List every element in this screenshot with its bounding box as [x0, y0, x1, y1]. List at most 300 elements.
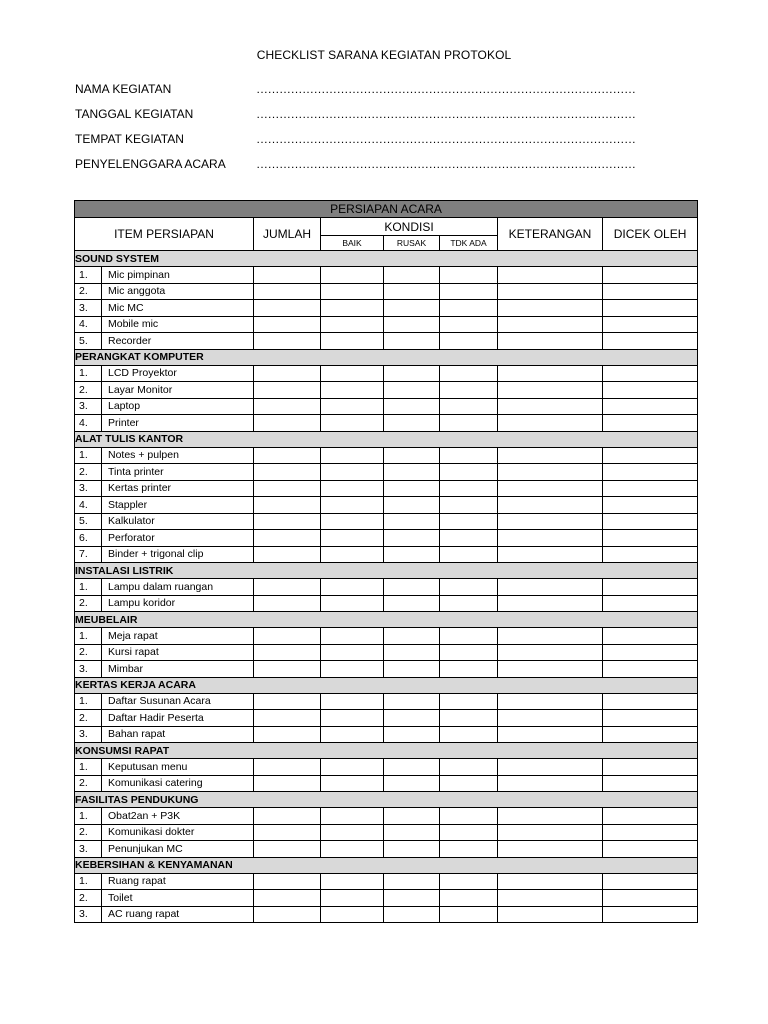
tdk-ada-cell[interactable] [440, 267, 498, 284]
tdk-ada-cell[interactable] [440, 906, 498, 923]
keterangan-cell[interactable] [498, 644, 603, 661]
item-label: Lampu koridor [102, 595, 254, 612]
info-fill-line[interactable]: ……………………………………………………………………………………… [256, 107, 636, 121]
dicek-oleh-cell[interactable] [603, 644, 698, 661]
item-number: 1. [75, 759, 102, 776]
jumlah-cell[interactable] [254, 644, 321, 661]
jumlah-cell[interactable] [254, 316, 321, 333]
jumlah-cell[interactable] [254, 628, 321, 645]
tdk-ada-cell[interactable] [440, 808, 498, 825]
category-name: SOUND SYSTEM [75, 251, 698, 267]
item-number: 1. [75, 267, 102, 284]
tdk-ada-cell[interactable] [440, 365, 498, 382]
dicek-oleh-cell[interactable] [603, 530, 698, 547]
dicek-oleh-cell[interactable] [603, 824, 698, 841]
table-row [75, 316, 698, 333]
info-label: NAMA KEGIATAN [75, 82, 172, 96]
tdk-ada-cell[interactable] [440, 480, 498, 497]
jumlah-cell[interactable] [254, 464, 321, 481]
rusak-cell[interactable] [384, 595, 440, 612]
baik-cell[interactable] [321, 497, 384, 514]
tdk-ada-cell[interactable] [440, 513, 498, 530]
item-label: Laptop [102, 398, 254, 415]
baik-cell[interactable] [321, 710, 384, 727]
category-row [75, 251, 698, 267]
rusak-cell[interactable] [384, 841, 440, 858]
keterangan-cell[interactable] [498, 546, 603, 563]
dicek-oleh-cell[interactable] [603, 464, 698, 481]
rusak-cell[interactable] [384, 644, 440, 661]
jumlah-cell[interactable] [254, 267, 321, 284]
baik-cell[interactable] [321, 726, 384, 743]
keterangan-cell[interactable] [498, 726, 603, 743]
tdk-ada-cell[interactable] [440, 595, 498, 612]
category-name: FASILITAS PENDUKUNG [75, 792, 698, 808]
dicek-oleh-cell[interactable] [603, 808, 698, 825]
dicek-oleh-cell[interactable] [603, 480, 698, 497]
tdk-ada-cell[interactable] [440, 726, 498, 743]
baik-cell[interactable] [321, 808, 384, 825]
baik-cell[interactable] [321, 316, 384, 333]
jumlah-cell[interactable] [254, 546, 321, 563]
baik-cell[interactable] [321, 775, 384, 792]
table-row [75, 726, 698, 743]
item-label: Notes + pulpen [102, 447, 254, 464]
table-row [75, 464, 698, 481]
item-number: 5. [75, 333, 102, 350]
item-number: 1. [75, 873, 102, 890]
info-fill-line[interactable]: ……………………………………………………………………………………… [256, 157, 636, 171]
baik-cell[interactable] [321, 759, 384, 776]
header-tdk-ada: TDK ADA [440, 236, 498, 251]
tdk-ada-cell[interactable] [440, 628, 498, 645]
rusak-cell[interactable] [384, 906, 440, 923]
item-label: Kalkulator [102, 513, 254, 530]
item-number: 3. [75, 726, 102, 743]
dicek-oleh-cell[interactable] [603, 316, 698, 333]
item-number: 2. [75, 644, 102, 661]
tdk-ada-cell[interactable] [440, 415, 498, 432]
rusak-cell[interactable] [384, 267, 440, 284]
table-row [75, 873, 698, 890]
keterangan-cell[interactable] [498, 906, 603, 923]
baik-cell[interactable] [321, 300, 384, 317]
keterangan-cell[interactable] [498, 775, 603, 792]
rusak-cell[interactable] [384, 398, 440, 415]
jumlah-cell[interactable] [254, 480, 321, 497]
baik-cell[interactable] [321, 906, 384, 923]
item-number: 2. [75, 824, 102, 841]
item-label: Lampu dalam ruangan [102, 579, 254, 596]
table-row [75, 841, 698, 858]
table-row [75, 693, 698, 710]
item-label: Mic anggota [102, 283, 254, 300]
dicek-oleh-cell[interactable] [603, 300, 698, 317]
dicek-oleh-cell[interactable] [603, 415, 698, 432]
keterangan-cell[interactable] [498, 382, 603, 399]
table-row [75, 513, 698, 530]
rusak-cell[interactable] [384, 497, 440, 514]
table-row [75, 447, 698, 464]
category-row [75, 431, 698, 447]
keterangan-cell[interactable] [498, 365, 603, 382]
jumlah-cell[interactable] [254, 333, 321, 350]
rusak-cell[interactable] [384, 415, 440, 432]
jumlah-cell[interactable] [254, 447, 321, 464]
dicek-oleh-cell[interactable] [603, 759, 698, 776]
header-item-persiapan: ITEM PERSIAPAN [75, 218, 254, 251]
tdk-ada-cell[interactable] [440, 759, 498, 776]
rusak-cell[interactable] [384, 546, 440, 563]
info-label: PENYELENGGARA ACARA [75, 157, 226, 171]
item-label: Meja rapat [102, 628, 254, 645]
tdk-ada-cell[interactable] [440, 873, 498, 890]
keterangan-cell[interactable] [498, 513, 603, 530]
rusak-cell[interactable] [384, 824, 440, 841]
checklist-body [75, 251, 698, 923]
baik-cell[interactable] [321, 873, 384, 890]
keterangan-cell[interactable] [498, 300, 603, 317]
tdk-ada-cell[interactable] [440, 530, 498, 547]
jumlah-cell[interactable] [254, 382, 321, 399]
header-keterangan: KETERANGAN [498, 218, 603, 251]
keterangan-cell[interactable] [498, 661, 603, 678]
dicek-oleh-cell[interactable] [603, 775, 698, 792]
jumlah-cell[interactable] [254, 661, 321, 678]
baik-cell[interactable] [321, 546, 384, 563]
tdk-ada-cell[interactable] [440, 333, 498, 350]
item-label: Layar Monitor [102, 382, 254, 399]
dicek-oleh-cell[interactable] [603, 382, 698, 399]
dicek-oleh-cell[interactable] [603, 841, 698, 858]
item-label: Toilet [102, 890, 254, 907]
baik-cell[interactable] [321, 480, 384, 497]
keterangan-cell[interactable] [498, 283, 603, 300]
keterangan-cell[interactable] [498, 497, 603, 514]
keterangan-cell[interactable] [498, 873, 603, 890]
jumlah-cell[interactable] [254, 726, 321, 743]
baik-cell[interactable] [321, 530, 384, 547]
rusak-cell[interactable] [384, 365, 440, 382]
item-label: Daftar Susunan Acara [102, 693, 254, 710]
baik-cell[interactable] [321, 661, 384, 678]
header-baik: BAIK [321, 236, 384, 251]
jumlah-cell[interactable] [254, 595, 321, 612]
tdk-ada-cell[interactable] [440, 841, 498, 858]
category-name: KEBERSIHAN & KENYAMANAN [75, 857, 698, 873]
dicek-oleh-cell[interactable] [603, 579, 698, 596]
table-banner: PERSIAPAN ACARA [75, 201, 698, 218]
item-number: 2. [75, 710, 102, 727]
rusak-cell[interactable] [384, 382, 440, 399]
item-number: 2. [75, 283, 102, 300]
rusak-cell[interactable] [384, 628, 440, 645]
table-row [75, 775, 698, 792]
dicek-oleh-cell[interactable] [603, 546, 698, 563]
jumlah-cell[interactable] [254, 824, 321, 841]
dicek-oleh-cell[interactable] [603, 726, 698, 743]
table-row [75, 365, 698, 382]
tdk-ada-cell[interactable] [440, 497, 498, 514]
rusak-cell[interactable] [384, 333, 440, 350]
jumlah-cell[interactable] [254, 497, 321, 514]
item-number: 2. [75, 775, 102, 792]
keterangan-cell[interactable] [498, 841, 603, 858]
rusak-cell[interactable] [384, 480, 440, 497]
rusak-cell[interactable] [384, 726, 440, 743]
item-number: 1. [75, 447, 102, 464]
jumlah-cell[interactable] [254, 710, 321, 727]
keterangan-cell[interactable] [498, 808, 603, 825]
baik-cell[interactable] [321, 513, 384, 530]
table-row [75, 546, 698, 563]
dicek-oleh-cell[interactable] [603, 513, 698, 530]
item-number: 1. [75, 628, 102, 645]
rusak-cell[interactable] [384, 579, 440, 596]
category-name: MEUBELAIR [75, 612, 698, 628]
baik-cell[interactable] [321, 333, 384, 350]
item-label: Mimbar [102, 661, 254, 678]
keterangan-cell[interactable] [498, 333, 603, 350]
jumlah-cell[interactable] [254, 365, 321, 382]
keterangan-cell[interactable] [498, 398, 603, 415]
category-row [75, 612, 698, 628]
item-number: 1. [75, 579, 102, 596]
jumlah-cell[interactable] [254, 530, 321, 547]
tdk-ada-cell[interactable] [440, 710, 498, 727]
dicek-oleh-cell[interactable] [603, 595, 698, 612]
item-label: Recorder [102, 333, 254, 350]
category-name: PERANGKAT KOMPUTER [75, 349, 698, 365]
rusak-cell[interactable] [384, 300, 440, 317]
jumlah-cell[interactable] [254, 513, 321, 530]
item-label: Ruang rapat [102, 873, 254, 890]
rusak-cell[interactable] [384, 464, 440, 481]
keterangan-cell[interactable] [498, 890, 603, 907]
jumlah-cell[interactable] [254, 841, 321, 858]
baik-cell[interactable] [321, 398, 384, 415]
baik-cell[interactable] [321, 415, 384, 432]
keterangan-cell[interactable] [498, 579, 603, 596]
table-row [75, 628, 698, 645]
item-label: Printer [102, 415, 254, 432]
table-row [75, 890, 698, 907]
dicek-oleh-cell[interactable] [603, 906, 698, 923]
page-title: CHECKLIST SARANA KEGIATAN PROTOKOL [256, 48, 512, 62]
table-row [75, 382, 698, 399]
item-label: Mic pimpinan [102, 267, 254, 284]
tdk-ada-cell[interactable] [440, 546, 498, 563]
rusak-cell[interactable] [384, 775, 440, 792]
rusak-cell[interactable] [384, 530, 440, 547]
rusak-cell[interactable] [384, 873, 440, 890]
category-row [75, 349, 698, 365]
keterangan-cell[interactable] [498, 480, 603, 497]
table-row [75, 579, 698, 596]
table-row [75, 595, 698, 612]
table-row [75, 267, 698, 284]
rusak-cell[interactable] [384, 710, 440, 727]
category-name: KONSUMSI RAPAT [75, 743, 698, 759]
keterangan-cell[interactable] [498, 316, 603, 333]
info-fill-line[interactable]: ……………………………………………………………………………………… [256, 132, 636, 146]
tdk-ada-cell[interactable] [440, 824, 498, 841]
jumlah-cell[interactable] [254, 906, 321, 923]
info-fill-line[interactable]: ……………………………………………………………………………………… [256, 82, 636, 96]
tdk-ada-cell[interactable] [440, 890, 498, 907]
category-row [75, 792, 698, 808]
checklist-table [74, 200, 698, 923]
category-name: ALAT TULIS KANTOR [75, 431, 698, 447]
tdk-ada-cell[interactable] [440, 300, 498, 317]
baik-cell[interactable] [321, 824, 384, 841]
tdk-ada-cell[interactable] [440, 693, 498, 710]
item-label: Daftar Hadir Peserta [102, 710, 254, 727]
rusak-cell[interactable] [384, 890, 440, 907]
baik-cell[interactable] [321, 890, 384, 907]
baik-cell[interactable] [321, 841, 384, 858]
tdk-ada-cell[interactable] [440, 775, 498, 792]
tdk-ada-cell[interactable] [440, 644, 498, 661]
tdk-ada-cell[interactable] [440, 316, 498, 333]
baik-cell[interactable] [321, 283, 384, 300]
category-row [75, 563, 698, 579]
item-number: 2. [75, 890, 102, 907]
jumlah-cell[interactable] [254, 808, 321, 825]
item-label: Penunjukan MC [102, 841, 254, 858]
item-label: Tinta printer [102, 464, 254, 481]
keterangan-cell[interactable] [498, 759, 603, 776]
table-row [75, 497, 698, 514]
dicek-oleh-cell[interactable] [603, 365, 698, 382]
item-label: Obat2an + P3K [102, 808, 254, 825]
dicek-oleh-cell[interactable] [603, 873, 698, 890]
tdk-ada-cell[interactable] [440, 579, 498, 596]
dicek-oleh-cell[interactable] [603, 283, 698, 300]
rusak-cell[interactable] [384, 513, 440, 530]
table-row [75, 661, 698, 678]
item-label: LCD Proyektor [102, 365, 254, 382]
jumlah-cell[interactable] [254, 759, 321, 776]
baik-cell[interactable] [321, 628, 384, 645]
keterangan-cell[interactable] [498, 415, 603, 432]
category-row [75, 857, 698, 873]
tdk-ada-cell[interactable] [440, 447, 498, 464]
baik-cell[interactable] [321, 595, 384, 612]
baik-cell[interactable] [321, 464, 384, 481]
jumlah-cell[interactable] [254, 398, 321, 415]
rusak-cell[interactable] [384, 283, 440, 300]
jumlah-cell[interactable] [254, 693, 321, 710]
table-row [75, 530, 698, 547]
item-number: 2. [75, 382, 102, 399]
item-number: 7. [75, 546, 102, 563]
rusak-cell[interactable] [384, 759, 440, 776]
keterangan-cell[interactable] [498, 595, 603, 612]
item-number: 3. [75, 398, 102, 415]
keterangan-cell[interactable] [498, 710, 603, 727]
category-name: INSTALASI LISTRIK [75, 563, 698, 579]
item-number: 3. [75, 300, 102, 317]
dicek-oleh-cell[interactable] [603, 398, 698, 415]
jumlah-cell[interactable] [254, 579, 321, 596]
keterangan-cell[interactable] [498, 693, 603, 710]
dicek-oleh-cell[interactable] [603, 628, 698, 645]
baik-cell[interactable] [321, 365, 384, 382]
baik-cell[interactable] [321, 579, 384, 596]
item-number: 1. [75, 808, 102, 825]
rusak-cell[interactable] [384, 316, 440, 333]
keterangan-cell[interactable] [498, 628, 603, 645]
jumlah-cell[interactable] [254, 415, 321, 432]
item-label: Mobile mic [102, 316, 254, 333]
item-number: 2. [75, 464, 102, 481]
item-label: Komunikasi catering [102, 775, 254, 792]
table-row [75, 300, 698, 317]
dicek-oleh-cell[interactable] [603, 267, 698, 284]
tdk-ada-cell[interactable] [440, 661, 498, 678]
category-row [75, 677, 698, 693]
keterangan-cell[interactable] [498, 464, 603, 481]
dicek-oleh-cell[interactable] [603, 333, 698, 350]
table-row [75, 710, 698, 727]
keterangan-cell[interactable] [498, 824, 603, 841]
baik-cell[interactable] [321, 382, 384, 399]
header-kondisi: KONDISI [321, 218, 498, 236]
keterangan-cell[interactable] [498, 530, 603, 547]
table-row [75, 824, 698, 841]
rusak-cell[interactable] [384, 808, 440, 825]
table-row [75, 906, 698, 923]
baik-cell[interactable] [321, 693, 384, 710]
item-number: 6. [75, 530, 102, 547]
rusak-cell[interactable] [384, 693, 440, 710]
keterangan-cell[interactable] [498, 267, 603, 284]
rusak-cell[interactable] [384, 661, 440, 678]
item-label: Keputusan menu [102, 759, 254, 776]
item-number: 4. [75, 415, 102, 432]
table-row [75, 759, 698, 776]
item-number: 1. [75, 693, 102, 710]
dicek-oleh-cell[interactable] [603, 497, 698, 514]
item-label: Kertas printer [102, 480, 254, 497]
category-name: KERTAS KERJA ACARA [75, 677, 698, 693]
dicek-oleh-cell[interactable] [603, 661, 698, 678]
item-label: Binder + trigonal clip [102, 546, 254, 563]
baik-cell[interactable] [321, 644, 384, 661]
keterangan-cell[interactable] [498, 447, 603, 464]
jumlah-cell[interactable] [254, 283, 321, 300]
jumlah-cell[interactable] [254, 873, 321, 890]
dicek-oleh-cell[interactable] [603, 447, 698, 464]
jumlah-cell[interactable] [254, 300, 321, 317]
dicek-oleh-cell[interactable] [603, 693, 698, 710]
tdk-ada-cell[interactable] [440, 382, 498, 399]
jumlah-cell[interactable] [254, 890, 321, 907]
table-row [75, 398, 698, 415]
tdk-ada-cell[interactable] [440, 398, 498, 415]
baik-cell[interactable] [321, 267, 384, 284]
rusak-cell[interactable] [384, 447, 440, 464]
tdk-ada-cell[interactable] [440, 464, 498, 481]
dicek-oleh-cell[interactable] [603, 890, 698, 907]
table-row [75, 480, 698, 497]
jumlah-cell[interactable] [254, 775, 321, 792]
dicek-oleh-cell[interactable] [603, 710, 698, 727]
item-number: 2. [75, 595, 102, 612]
baik-cell[interactable] [321, 447, 384, 464]
tdk-ada-cell[interactable] [440, 283, 498, 300]
